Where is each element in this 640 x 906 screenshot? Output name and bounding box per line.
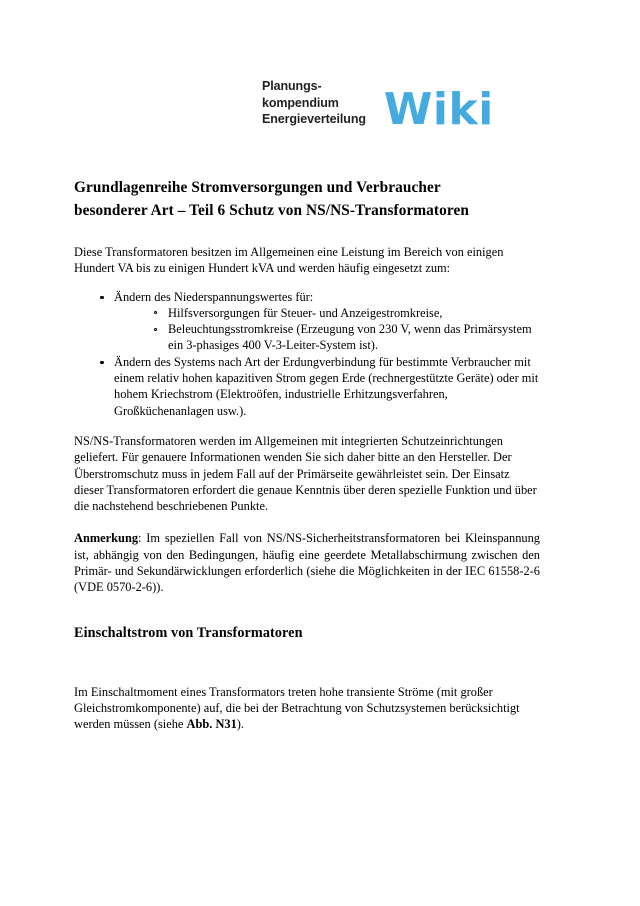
list-item xyxy=(154,305,540,321)
spacer xyxy=(74,596,540,623)
logo-line-2: kompendium xyxy=(262,95,339,110)
usage-list xyxy=(74,289,540,419)
usage-sublist xyxy=(114,305,540,354)
spacer xyxy=(74,419,540,433)
page-title-line-2: besonderer Art – Teil 6 Schutz von NS/NS-Transformatoren xyxy=(74,202,469,219)
logo-line-3: Energieverteilung xyxy=(262,112,366,126)
section-heading-inrush-current: Einschaltstrom von Transformatoren xyxy=(74,624,303,641)
list-item-text: Hilfsversorgungen für Steuer- und Anzeigestromkreise, xyxy=(168,305,443,320)
list-item xyxy=(100,289,540,354)
list-item-text: Ändern des Systems nach Art der Erdungverbindung für bestimmte Verbraucher mit einem relativ hohen kapazitiven Strom gegen Erde (rechnergestützte Geräte) oder mit hohem Kriechstrom (Elektroöfen, industrielle Erhitzungsverfahren, Großküchenanlagen usw.). xyxy=(114,354,539,418)
spacer xyxy=(74,277,540,289)
document-body xyxy=(74,176,540,733)
logo-wordmark-text xyxy=(262,78,366,129)
spacer xyxy=(74,514,540,530)
list-item-text: Ändern des Niederspannungswertes für: xyxy=(114,289,314,304)
logo-line-1: Planungs- xyxy=(262,79,322,93)
list-item xyxy=(100,354,540,419)
spacer xyxy=(74,222,540,244)
note-label: Anmerkung xyxy=(74,531,139,546)
site-logo xyxy=(262,78,494,135)
note-paragraph xyxy=(74,530,540,595)
spacer xyxy=(74,643,540,684)
page-title xyxy=(74,176,540,222)
note-text: : Im speziellen Fall von NS/NS-Sicherheitstransformatoren bei Kleinspannung ist, abhängig von den Bedingungen, häufig eine geerdete Metallabschirmung zwischen den Primär- und Sekundärwicklungen erforderlich (siehe die Möglichkeiten in der IEC 61558-2-6 (VDE 0570-2-6)). xyxy=(74,531,540,595)
list-item xyxy=(154,321,540,354)
paragraph-protection-devices: NS/NS-Transformatoren werden im Allgemeinen mit integrierten Schutzeinrichtungen geliefert. Für genauere Informationen wenden Sie sich daher bitte an den Hersteller. Der Überstromschutz muss in jedem Fall auf der Primärseite gewährleistet sein. Der Einsatz dieser Transformatoren erfordert die genaue Kenntnis über deren spezielle Funktion und über die nachstehend beschriebenen Punkte. xyxy=(74,433,537,514)
list-item-text: Beleuchtungsstromkreise (Erzeugung von 230 V, wenn das Primärsystem ein 3-phasiges 400 V-3-Leiter-System ist). xyxy=(168,322,532,353)
intro-paragraph: Diese Transformatoren besitzen im Allgemeinen eine Leistung im Bereich von einigen Hundert VA bis zu einigen Hundert kVA und werden häufig eingesetzt zum: xyxy=(74,245,504,276)
logo-wiki-wordmark: Wiki xyxy=(383,83,494,135)
closing-paragraph xyxy=(74,684,540,733)
page-title-line-1: Grundlagenreihe Stromversorgungen und Verbraucher xyxy=(74,179,441,196)
figure-reference: Abb. N31 xyxy=(186,717,237,732)
closing-paragraph-part-2: ). xyxy=(236,717,245,732)
closing-paragraph-part-1: Im Einschaltmoment eines Transformators treten hohe transiente Ströme (mit großer Gleichstromkomponente) auf, die bei der Betrachtung von Schutzsystemen berücksichtigt werden müssen (siehe xyxy=(74,684,520,732)
